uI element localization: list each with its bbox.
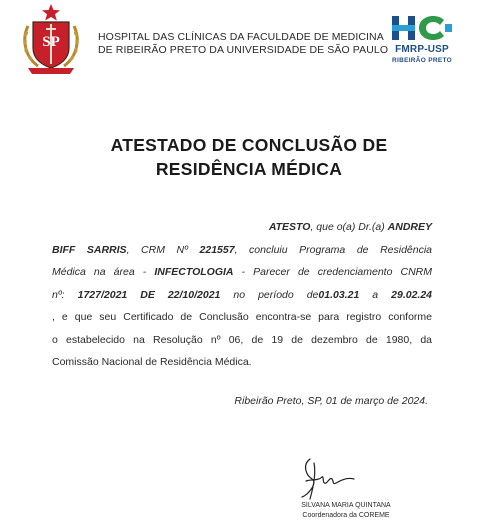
body-line-5: , e que seu Certificado de Conclusão encontra-se para registro conforme <box>52 311 432 323</box>
signer-block <box>282 501 410 521</box>
end-date: 29.02.24 <box>391 288 433 301</box>
document-header <box>0 0 498 80</box>
atesto-word: ATESTO <box>268 221 311 233</box>
body-line-7: Comissão Nacional de Residência Médica. <box>52 356 252 368</box>
certificate-body <box>52 216 432 374</box>
crm-label: , CRM Nº <box>126 243 200 256</box>
signer-name: SILVANA MARIA QUINTANA <box>301 502 391 509</box>
document-title <box>0 133 498 181</box>
resident-name-first: ANDREY <box>387 221 432 233</box>
signer-role: Coordenadora da COREME <box>302 512 390 519</box>
crm-number: 221557 <box>199 243 235 256</box>
signature-icon <box>288 455 358 503</box>
specialty-area: INFECTOLOGIA <box>154 266 234 278</box>
hc-fmrp-logo <box>386 12 458 72</box>
concluiu-text: , concluiu Programa de Residência <box>234 243 433 256</box>
place-and-date: Ribeirão Preto, SP, 01 de março de 2024. <box>234 395 428 407</box>
start-date: 01.03.21 <box>318 288 360 301</box>
parecer-text: - Parecer de credenciamento CNRM <box>233 266 432 278</box>
logo-fmrp-text: FMRP-USP <box>395 44 449 55</box>
institution-name <box>98 31 388 57</box>
body-line-3 <box>52 261 432 284</box>
body-line-4 <box>52 284 432 307</box>
hc-logo-icon <box>386 12 458 44</box>
periodo-prefix: no período de <box>220 288 319 301</box>
svg-text:SP: SP <box>42 34 60 50</box>
logo-city-text: RIBEIRÃO PRETO <box>391 57 453 64</box>
institution-name-line2: DE RIBEIRÃO PRETO DA UNIVERSIDADE DE SÃO PAULO <box>98 44 389 56</box>
periodo-mid: a <box>359 288 392 301</box>
handwritten-signature <box>288 455 358 503</box>
body-line-6: o estabelecido na Resolução nº 06, de 19 de dezembro de 1980, da <box>52 333 432 346</box>
resident-name-last: BIFF SARRIS <box>52 243 127 256</box>
n-prefix: nº: <box>52 288 78 301</box>
area-prefix: Médica na área - <box>52 266 155 278</box>
intro-text: , que o(a) Dr.(a) <box>310 221 388 233</box>
parecer-number: 1727/2021 DE 22/10/2021 <box>77 288 221 301</box>
body-line-1 <box>52 216 432 239</box>
document-title-line1: ATESTADO DE CONCLUSÃO DE <box>110 135 388 155</box>
sao-paulo-seal-icon <box>20 4 82 76</box>
institution-name-line1: HOSPITAL DAS CLÍNICAS DA FACULDADE DE MEDICINA <box>98 31 384 43</box>
body-line-2 <box>52 239 432 262</box>
document-title-line2: RESIDÊNCIA MÉDICA <box>155 159 343 179</box>
